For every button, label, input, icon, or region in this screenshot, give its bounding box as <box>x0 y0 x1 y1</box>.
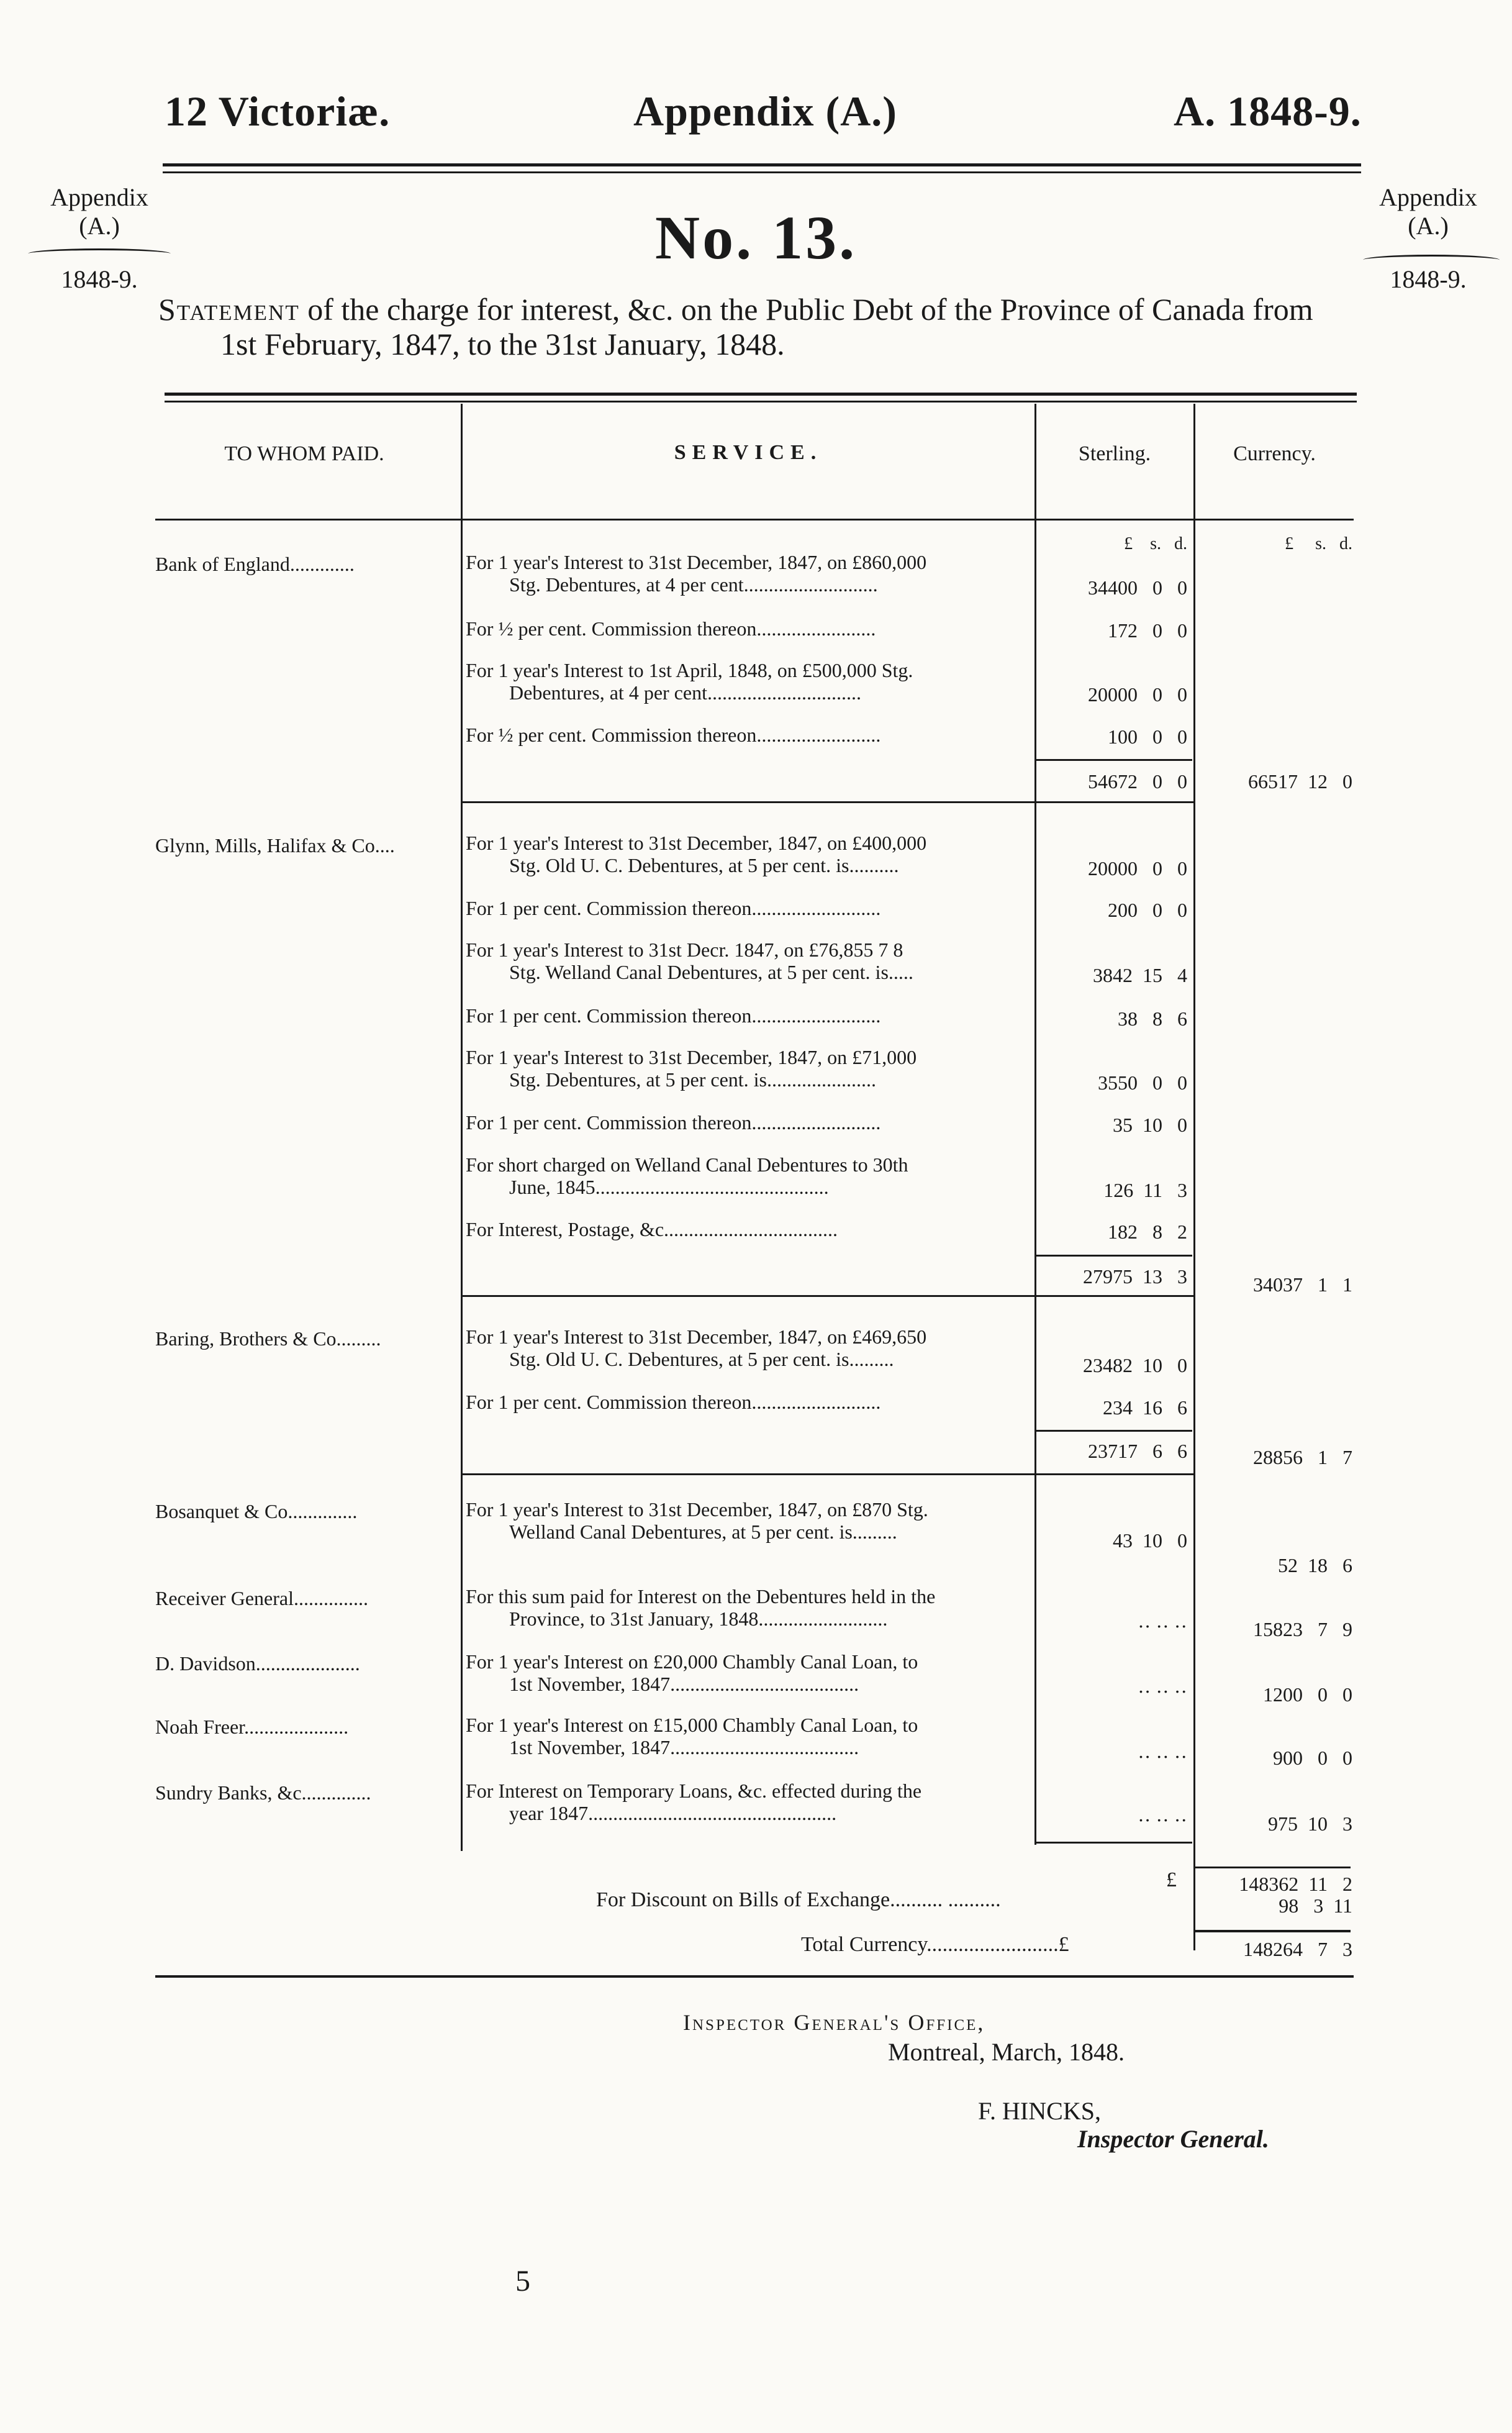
discount-amount: 98 3 11 <box>1279 1894 1352 1917</box>
service-text: For 1 year's Interest to 31st December, 1847, on £400,000 <box>466 832 927 854</box>
margin-note-left-line1: Appendix <box>50 183 148 211</box>
service-text: For 1 per cent. Commission thereon.......................... <box>466 1005 881 1027</box>
service-text-cont: Stg. Old U. C. Debentures, at 5 per cent. is......... <box>509 1348 894 1370</box>
service-line <box>466 832 1032 877</box>
service-text: For 1 year's Interest to 31st December, 1847, on £469,650 <box>466 1326 927 1348</box>
sterling-subtotal: 54672 0 0 <box>1088 770 1187 793</box>
service-line <box>466 1005 1032 1027</box>
service-text: For 1 year's Interest on £20,000 Chambly Canal Loan, to <box>466 1651 918 1673</box>
statement-caption <box>158 292 1363 362</box>
sterling-subtotal: 23717 6 6 <box>1088 1440 1187 1462</box>
service-text-cont: 1st November, 1847...................................... <box>509 1736 859 1758</box>
payee-sundry-banks: Sundry Banks, &c.............. <box>155 1781 371 1804</box>
service-text: For ½ per cent. Commission thereon......................... <box>466 724 881 746</box>
margin-note-right-line3: 1848-9. <box>1390 265 1467 293</box>
currency-subtotal: 66517 12 0 <box>1248 770 1352 793</box>
sterling-amount: 43 10 0 <box>1113 1529 1187 1552</box>
signatory-title: Inspector General. <box>1077 2125 1269 2153</box>
sterling-amount: 3842 15 4 <box>1093 964 1187 986</box>
service-line <box>466 1391 1032 1414</box>
sterling-amount: 20000 0 0 <box>1088 683 1187 706</box>
place-date: Montreal, March, 1848. <box>888 2038 1125 2066</box>
service-text: For this sum paid for Interest on the Debentures held in the <box>466 1586 936 1608</box>
total-pound-sign: £ <box>1166 1868 1177 1891</box>
caption-line2: 1st February, 1847, to the 31st January, 1848. <box>220 327 785 362</box>
service-text-cont: Stg. Old U. C. Debentures, at 5 per cent. is.......... <box>509 854 899 876</box>
sterling-amount: 100 0 0 <box>1108 725 1187 748</box>
sterling-placeholder-dots: ·· ·· ·· <box>1138 1745 1187 1768</box>
service-text: For Interest, Postage, &c................................... <box>466 1219 838 1240</box>
running-header-left: 12 Victoriæ. <box>165 88 391 135</box>
payee-baring-brothers: Baring, Brothers & Co......... <box>155 1327 381 1350</box>
service-line <box>466 1499 1032 1544</box>
payee-noah-freer: Noah Freer..................... <box>155 1716 349 1738</box>
section-rule <box>461 1295 1193 1297</box>
service-line <box>466 1326 1032 1371</box>
header-rule-bottom <box>163 171 1361 173</box>
column-divider-currency <box>1193 404 1195 1950</box>
sterling-amount: 172 0 0 <box>1108 619 1187 642</box>
subtotal-rule <box>1036 1430 1192 1432</box>
sterling-placeholder-dots: ·· ·· ·· <box>1138 1680 1187 1703</box>
service-text: For 1 year's Interest to 31st December, 1847, on £870 Stg. <box>466 1499 928 1521</box>
currency-amount: 15823 7 9 <box>1253 1618 1352 1640</box>
service-line <box>466 724 1032 747</box>
table-rule-bottom <box>155 1975 1354 1978</box>
currency-units-header: £ s. d. <box>1285 534 1352 553</box>
sterling-amount: 126 11 3 <box>1103 1179 1187 1201</box>
column-divider-sterling <box>1034 404 1036 1845</box>
sterling-amount: 234 16 6 <box>1103 1396 1187 1419</box>
payee-bank-of-england: Bank of England............. <box>155 553 355 575</box>
sterling-amount: 34400 0 0 <box>1088 576 1187 599</box>
sterling-amount: 38 8 6 <box>1118 1007 1187 1030</box>
service-line <box>466 552 1032 596</box>
service-text-cont: 1st November, 1847...................................... <box>509 1673 859 1695</box>
subtotal-rule <box>1195 1867 1351 1868</box>
subtotal-rule <box>1036 759 1192 761</box>
service-line <box>466 939 1032 984</box>
service-line <box>466 1154 1032 1199</box>
sterling-placeholder-dots: ·· ·· ·· <box>1138 1809 1187 1831</box>
page-number: 5 <box>515 2265 530 2298</box>
currency-subtotal: 28856 1 7 <box>1253 1446 1352 1468</box>
column-header-currency: Currency. <box>1233 442 1316 465</box>
currency-amount: 1200 0 0 <box>1263 1683 1352 1706</box>
office-name: Inspector General's Office, <box>683 2010 985 2035</box>
sterling-subtotal: 27975 13 3 <box>1083 1265 1187 1288</box>
service-text: For 1 per cent. Commission thereon.......................... <box>466 1112 881 1134</box>
payee-receiver-general: Receiver General............... <box>155 1587 368 1609</box>
service-text: For 1 year's Interest to 31st Decr. 1847, on £76,855 7 8 <box>466 939 903 961</box>
service-line <box>466 660 1032 704</box>
service-line <box>466 898 1032 920</box>
margin-note-right-line1: Appendix <box>1379 183 1477 211</box>
service-line <box>466 618 1032 640</box>
payee-bosanquet: Bosanquet & Co.............. <box>155 1500 358 1522</box>
currency-amount: 900 0 0 <box>1273 1747 1352 1769</box>
service-text: For 1 year's Interest to 1st April, 1848, on £500,000 Stg. <box>466 660 913 681</box>
margin-note-right-line2: (A.) <box>1408 212 1449 240</box>
service-text: For 1 year's Interest to 31st December, 1847, on £860,000 <box>466 552 927 573</box>
sterling-placeholder-dots: ·· ·· ·· <box>1138 1615 1187 1637</box>
currency-amount: 52 18 6 <box>1278 1554 1352 1576</box>
service-line <box>466 1780 1032 1825</box>
service-text: For 1 per cent. Commission thereon.......................... <box>466 1391 881 1413</box>
subtotal-rule <box>1036 1255 1192 1257</box>
caption-lead: Statement <box>158 292 300 327</box>
signatory-name: F. HINCKS, <box>978 2097 1101 2125</box>
sterling-amount: 182 8 2 <box>1108 1221 1187 1243</box>
running-header-right: A. 1848-9. <box>1174 88 1362 135</box>
service-line <box>466 1112 1032 1134</box>
column-header-sterling: Sterling. <box>1078 442 1151 465</box>
column-header-service: SERVICE. <box>674 441 823 464</box>
sterling-end-rule <box>1036 1842 1192 1844</box>
discount-label: For Discount on Bills of Exchange.......... .......... <box>596 1888 1001 1911</box>
service-text-cont: Welland Canal Debentures, at 5 per cent. is......... <box>509 1521 897 1543</box>
payee-d-davidson: D. Davidson..................... <box>155 1652 360 1675</box>
service-line <box>466 1586 1032 1630</box>
service-text-cont: Stg. Debentures, at 4 per cent........................... <box>509 573 878 596</box>
service-text-cont: year 1847.................................................. <box>509 1802 837 1824</box>
service-text-cont: June, 1845............................................... <box>509 1176 829 1198</box>
service-text-cont: Debentures, at 4 per cent............................... <box>509 681 861 704</box>
service-line <box>466 1047 1032 1091</box>
currency-subtotal-all: 148362 11 2 <box>1239 1873 1352 1895</box>
service-text-cont: Province, to 31st January, 1848.......................... <box>509 1608 888 1630</box>
service-text: For ½ per cent. Commission thereon........................ <box>466 618 876 640</box>
margin-note-left-line2: (A.) <box>79 212 120 240</box>
sterling-amount: 35 10 0 <box>1113 1114 1187 1136</box>
table-header-rule <box>155 519 1354 521</box>
service-text: For 1 year's Interest to 31st December, 1847, on £71,000 <box>466 1047 917 1068</box>
currency-amount: 975 10 3 <box>1268 1812 1352 1835</box>
caption-text: of the charge for interest, &c. on the Public Debt of the Province of Canada from <box>299 292 1313 327</box>
table-rule-top <box>165 393 1357 396</box>
service-text-cont: Stg. Welland Canal Debentures, at 5 per cent. is..... <box>509 961 913 983</box>
section-rule <box>461 1473 1193 1475</box>
total-currency-amount: 148264 7 3 <box>1243 1938 1352 1960</box>
total-rule <box>1195 1930 1351 1932</box>
section-rule <box>461 801 1193 803</box>
header-rule-top <box>163 163 1361 166</box>
service-text-cont: Stg. Debentures, at 5 per cent. is...................... <box>509 1068 876 1091</box>
column-divider-service <box>461 404 463 1851</box>
running-header-center: Appendix (A.) <box>633 88 897 135</box>
document-number: No. 13. <box>654 203 858 272</box>
margin-note-left-line3: 1848-9. <box>61 265 138 293</box>
total-currency-label: Total Currency.........................£ <box>801 1933 1069 1956</box>
sterling-amount: 200 0 0 <box>1108 899 1187 921</box>
sterling-amount: 20000 0 0 <box>1088 857 1187 880</box>
service-text: For 1 year's Interest on £15,000 Chambly Canal Loan, to <box>466 1714 918 1736</box>
service-line <box>466 1651 1032 1696</box>
sterling-units-header: £ s. d. <box>1124 534 1187 553</box>
column-header-payee: TO WHOM PAID. <box>224 442 384 465</box>
service-line <box>466 1714 1032 1759</box>
payee-glynn-mills-halifax: Glynn, Mills, Halifax & Co.... <box>155 834 395 857</box>
service-text: For Interest on Temporary Loans, &c. effected during the <box>466 1780 922 1802</box>
table-rule-top-2 <box>165 401 1357 402</box>
sterling-amount: 23482 10 0 <box>1083 1354 1187 1376</box>
service-text: For short charged on Welland Canal Debentures to 30th <box>466 1154 908 1176</box>
currency-subtotal: 34037 1 1 <box>1253 1273 1352 1296</box>
service-text: For 1 per cent. Commission thereon.......................... <box>466 898 881 919</box>
sterling-amount: 3550 0 0 <box>1098 1071 1187 1094</box>
service-line <box>466 1219 1032 1241</box>
